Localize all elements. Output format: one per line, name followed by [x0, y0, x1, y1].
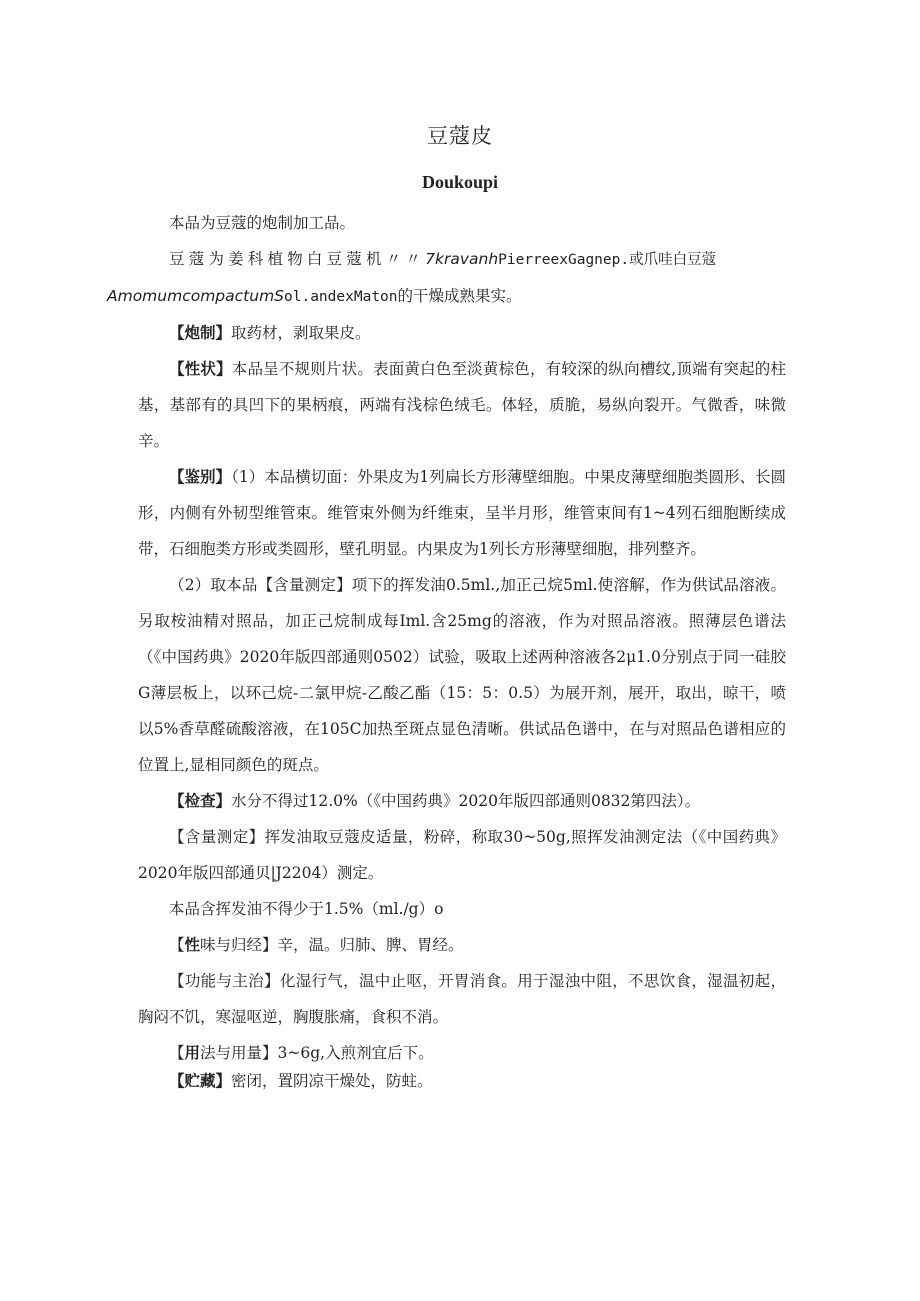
nature-heading-bold: 性 [184, 935, 201, 954]
identification-paragraph-1 [138, 459, 786, 567]
assay-text: 挥发油取豆蔻皮适量，粉碎，称取30~50g,照挥发油测定法（《中国药典》2020年版四部通贝|J2204）测定。 [138, 828, 786, 882]
source-latin-2: AmomumcompactumS [107, 287, 285, 305]
usage-paragraph [138, 1039, 786, 1067]
identification-text-2: （2）取本品【含量测定】项下的挥发油0.5ml.,加正己烷5ml.使溶解，作为供试品溶液。另取桉油精对照品，加正己烷制成每Iml.含25mg的溶液，作为对照品溶液。照薄层色谱法（《中国药典》2020年版四部通则0502）试验，吸取上述两种溶液各2μ1.0分别点于同一硅胶G薄层板上，以环己烷-二氯甲烷-乙酸乙酯（15：5：0.5）为展开剂，展开，取出，晾干，喷以5%香草醛硫酸溶液，在105C加热至斑点显色清晰。供试品色谱中，在与对照品色谱相应的位置上,显相同颜色的斑点。 [138, 576, 786, 774]
assay-heading: 【含量测定】 [169, 828, 265, 846]
storage-heading: 【贮藏】 [169, 1071, 232, 1090]
intro-paragraph [138, 205, 786, 241]
monograph-body [107, 205, 786, 1095]
usage-heading-bold: 用 [184, 1043, 201, 1062]
source-text-1: 豆蔻为姜科植物白豆蔻机〃〃 [169, 250, 426, 268]
usage-text: 3~6g,入煎剂宜后下。 [277, 1044, 434, 1062]
assay-limit-text: 本品含挥发油不得少于1.5%（ml./g）o [169, 900, 444, 918]
processing-heading: 【炮制】 [169, 323, 232, 342]
source-paragraph [107, 241, 786, 315]
function-text: 化湿行气，温中止呕，开胃消食。用于湿浊中阻，不思饮食，湿温初起，胸闷不饥，寒湿呕逆，胸腹胀痛，食积不消。 [138, 972, 786, 1026]
usage-heading-rest: 法与用量】 [200, 1044, 278, 1062]
usage-heading-open: 【 [169, 1044, 185, 1062]
source-latin-1: 7kravanh [425, 250, 499, 268]
storage-paragraph [138, 1067, 786, 1095]
page-subtitle: Doukoupi [421, 172, 499, 192]
intro-text: 本品为豆蔻的炮制加工品。 [169, 214, 356, 232]
processing-text: 取药材，剥取果皮。 [231, 324, 371, 342]
source-text-4: 的干燥成熟果实。 [397, 287, 522, 305]
inspection-paragraph [138, 783, 786, 819]
nature-paragraph [138, 927, 786, 963]
function-paragraph [138, 963, 786, 1035]
processing-paragraph [138, 315, 786, 351]
nature-heading-open: 【 [169, 936, 185, 954]
page-title: 豆蔻皮 [427, 124, 493, 148]
function-heading: 【功能与主治】 [169, 972, 280, 990]
nature-heading-rest: 味与归经】 [200, 936, 278, 954]
description-text: 本品呈不规则片状。表面黄白色至淡黄棕色，有较深的纵向槽纹,顶端有突起的柱基，基部有的具凹下的果柄痕，两端有浅棕色绒毛。体轻，质脆，易纵向裂开。气微香，味微辛。 [138, 360, 786, 450]
description-paragraph [138, 351, 786, 459]
identification-heading: 【鉴别】 [169, 467, 232, 486]
identification-paragraph-2 [138, 567, 786, 783]
source-text-2: PierreexGagnep.或爪哇白豆蔻 [498, 252, 717, 268]
storage-text: 密闭，置阴凉干燥处，防蛀。 [231, 1072, 433, 1090]
inspection-heading: 【检查】 [169, 791, 232, 810]
nature-text: 辛，温。归肺、脾、胃经。 [277, 936, 464, 954]
assay-paragraph [138, 819, 786, 891]
identification-text-1: （1）本品横切面：外果皮为1列扁长方形薄壁细胞。中果皮薄壁细胞类圆形、长圆形，内侧有外韧型维管束。维管束外侧为纤维束，呈半月形，维管束间有1~4列石细胞断续成带，石细胞类方形或类圆形，壁孔明显。内果皮为1列长方形薄壁细胞，排列整齐。 [138, 468, 786, 558]
source-text-3: ol.andexMaton [284, 289, 398, 305]
assay-limit-paragraph [138, 891, 786, 927]
inspection-text: 水分不得过12.0%（《中国药典》2020年版四部通则0832第四法）。 [231, 792, 701, 810]
description-heading: 【性状】 [169, 359, 232, 378]
